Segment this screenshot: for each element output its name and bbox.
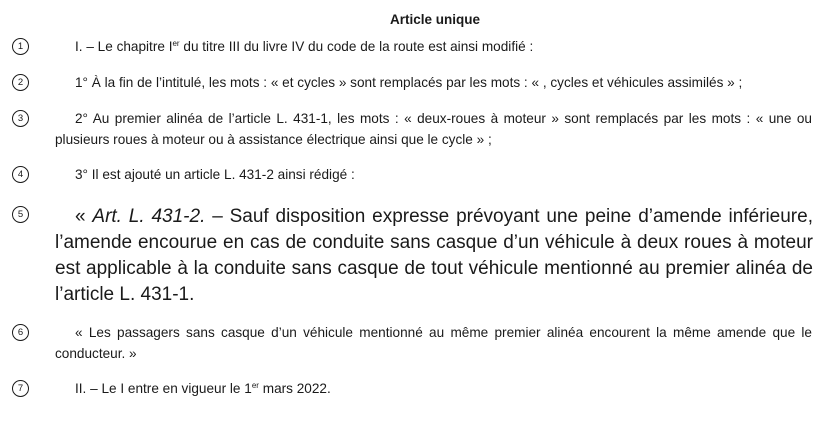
circled-number-6: 6	[12, 324, 29, 341]
paragraph-7-text-b: mars 2022.	[258, 381, 331, 396]
paragraph-2-text: 1° À la fin de l’intitulé, les mots : « et cycles » sont remplacés par les mots : « , cycles et véhicules assimilés » ;	[75, 75, 743, 90]
circled-number-1: 1	[12, 38, 29, 55]
paragraph-5-text	[55, 204, 813, 308]
circled-number-3: 3	[12, 110, 29, 127]
paragraph-1-text-a: I. – Le chapitre I	[75, 39, 173, 54]
paragraph-5-article-ref: Art. L. 431-2.	[92, 206, 206, 227]
paragraph-1-text-b: du titre III du livre IV du code de la route est ainsi modifié :	[179, 39, 534, 54]
circled-number-5: 5	[12, 206, 29, 223]
paragraph-5-open-quote: «	[75, 206, 93, 227]
circled-number-4: 4	[12, 166, 29, 183]
paragraph-5-body: – Sauf disposition expresse prévoyant une peine d’amende inférieure, l’amende encourue en cas de conduite sans casque d’un véhicule à deux roues à moteur est applicable à la conduite sans casque de tout véhicule mentionné au premier alinéa de l’article L. 431-1.	[55, 206, 813, 305]
circled-number-7: 7	[12, 380, 29, 397]
paragraph-3-text: 2° Au premier alinéa de l’article L. 431-1, les mots : « deux-roues à moteur » sont remplacés par les mots : « une ou plusieurs roues à moteur ou à assistance électrique ainsi que le cycle » ;	[55, 111, 812, 147]
paragraph-4-text: 3° Il est ajouté un article L. 431-2 ainsi rédigé :	[75, 167, 355, 182]
paragraph-7-text	[55, 378, 812, 399]
paragraph-1-text	[55, 36, 812, 57]
paragraph-1-superscript: er	[172, 39, 180, 48]
circled-number-2: 2	[12, 74, 29, 91]
paragraph-7-text-a: II. – Le I entre en vigueur le 1	[75, 381, 252, 396]
paragraph-6-text: « Les passagers sans casque d’un véhicule mentionné au même premier alinéa encourent la même amende que le conducteur. »	[55, 325, 812, 361]
paragraph-7-superscript: er	[251, 381, 259, 390]
article-title: Article unique	[389, 12, 480, 27]
